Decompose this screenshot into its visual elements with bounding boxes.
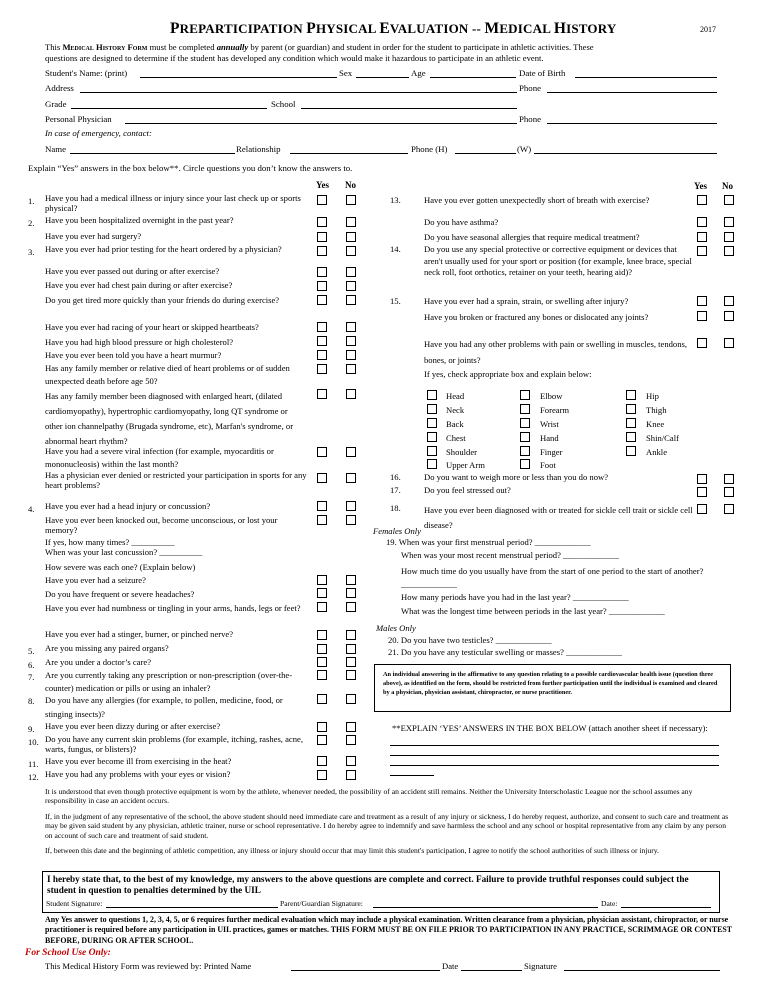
student-signature-field[interactable] (106, 899, 278, 908)
question-text: Have you ever had racing of your heart or skipped heartbeats? (45, 322, 259, 332)
yes-checkbox[interactable] (317, 232, 327, 242)
question-text: Have you had any problems with your eyes or vision? (45, 769, 231, 779)
question-text: Have you ever had a stinger, burner, or pinched nerve? (45, 629, 234, 639)
question-text: Have you ever had prior testing for the heart ordered by a physician? (45, 244, 282, 254)
question-text: Have you ever been dizzy during or after exercise? (45, 721, 221, 731)
no-header-right: No (722, 181, 733, 191)
sex-label: Sex (339, 68, 353, 78)
no-checkbox[interactable] (346, 281, 356, 291)
question-text: Have you broken or fractured any bones or dislocated any joints? (424, 312, 649, 322)
yes-checkbox[interactable] (317, 389, 327, 399)
yes-checkbox[interactable] (317, 447, 327, 457)
no-checkbox[interactable] (346, 722, 356, 732)
question-text: Have you ever had numbness or tingling in your arms, hands, legs or feet? (45, 603, 301, 613)
question-text: Have you ever been diagnosed with or treated for sickle cell trait or sickle cell disease? (424, 505, 693, 530)
body-part-checkbox[interactable] (427, 446, 437, 456)
yes-checkbox[interactable] (697, 246, 707, 256)
physician-phone-label: Phone (519, 114, 541, 124)
no-checkbox[interactable] (346, 350, 356, 360)
question-text: Have you been hospitalized overnight in the past year? (45, 215, 234, 225)
yes-checkbox[interactable] (317, 575, 327, 585)
parent-signature-field[interactable] (373, 899, 598, 908)
signature-date-field[interactable] (621, 899, 711, 908)
phone-w-field[interactable] (534, 144, 717, 154)
question-number: 2. (28, 218, 35, 228)
age-label: Age (411, 68, 426, 78)
no-checkbox[interactable] (346, 670, 356, 680)
no-checkbox[interactable] (346, 756, 356, 766)
question-text: Have you ever had a seizure? (45, 575, 146, 585)
no-checkbox[interactable] (346, 473, 356, 483)
age-field[interactable] (430, 68, 516, 78)
no-checkbox[interactable] (346, 602, 356, 612)
no-checkbox[interactable] (346, 389, 356, 399)
body-part-checkbox[interactable] (427, 459, 437, 469)
question-text: Have you ever passed out during or after exercise? (45, 266, 220, 276)
yes-checkbox[interactable] (317, 722, 327, 732)
question-text: Have you ever been knocked out, become unconscious, or lost your memory? (45, 515, 278, 536)
no-checkbox[interactable] (724, 195, 734, 205)
yes-checkbox[interactable] (317, 602, 327, 612)
student-name-field[interactable] (140, 68, 337, 78)
yes-checkbox[interactable] (317, 694, 327, 704)
explain-lines[interactable] (390, 736, 719, 776)
body-part-label: Upper Arm (446, 460, 485, 470)
yes-checkbox[interactable] (317, 735, 327, 745)
form-year: 2017 (700, 25, 716, 34)
yes-checkbox[interactable] (317, 473, 327, 483)
school-use-heading: For School Use Only: (25, 948, 111, 958)
question-text: Do you use any special protective or corrective equipment or devices that aren't usually used for your sport or position (for example, knee brace, special neck roll, foot orthotics, retainer on your teeth, hearing aid)? (424, 244, 692, 277)
yes-checkbox[interactable] (317, 588, 327, 598)
no-checkbox[interactable] (346, 657, 356, 667)
body-part-label: Wrist (540, 419, 559, 429)
yes-checkbox[interactable] (317, 336, 327, 346)
body-part-label: Finger (540, 447, 563, 457)
cardio-note-box (374, 664, 731, 712)
yes-checkbox[interactable] (317, 350, 327, 360)
no-checkbox[interactable] (346, 588, 356, 598)
body-part-label: Hand (540, 433, 559, 443)
males-heading: Males Only (376, 623, 416, 633)
menstrual-q19b: When was your most recent menstrual period? _____________ (401, 550, 619, 560)
question-text: Have you ever become ill from exercising in the heat? (45, 756, 232, 766)
menstrual-q19e: What was the longest time between periods in the last year? _____________ (401, 606, 665, 616)
body-part-checkbox[interactable] (520, 418, 530, 428)
no-checkbox[interactable] (346, 735, 356, 745)
no-checkbox[interactable] (346, 515, 356, 525)
question-text: Has any family member or relative died of heart problems or of sudden unexpected death before age 50? (45, 363, 290, 386)
question-text: How severe was each one? (Explain below) (45, 562, 196, 572)
address-label: Address (45, 83, 74, 93)
explain-instructions: Explain “Yes” answers in the box below**. Circle questions you don’t know the answers to. (28, 163, 353, 173)
body-part-label: Elbow (540, 391, 563, 401)
question-number: 4. (28, 504, 35, 514)
yes-checkbox[interactable] (317, 267, 327, 277)
question-text: Are you under a doctor’s care? (45, 657, 152, 667)
yes-checkbox[interactable] (317, 630, 327, 640)
no-checkbox[interactable] (346, 644, 356, 654)
physician-field[interactable] (125, 114, 517, 124)
body-part-checkbox[interactable] (626, 390, 636, 400)
no-checkbox[interactable] (724, 487, 734, 497)
question-text: If yes, check appropriate box and explain below: (424, 369, 592, 379)
certification-text: I hereby state that, to the best of my knowledge, my answers to the above questions are complete and correct. Failure to provide truthful responses could subject the student in question to penalties determined by the UIL (47, 874, 689, 895)
liability-paragraph: It is understood that even though protective equipment is worn by the athlete, whenever needed, the possibility of an accident still remains. Neither the University Interscholastic League nor the school assumes any responsibility in case an accident occurs. (45, 787, 693, 806)
menstrual-q19c: How much time do you usually have from the start of one period to the start of another? _____________ (401, 566, 704, 589)
yes-checkbox[interactable] (317, 770, 327, 780)
menstrual-q19d: How many periods have you had in the last year? _____________ (401, 592, 629, 602)
question-text: Do you get tired more quickly than your friends do during exercise? (45, 295, 280, 305)
body-part-label: Forearm (540, 405, 570, 415)
question-text: Are you missing any paired organs? (45, 643, 169, 653)
body-part-label: Ankle (646, 447, 668, 457)
question-text: Have you had any other problems with pain or swelling in muscles, tendons, bones, or joints? (424, 339, 688, 365)
body-part-checkbox[interactable] (427, 404, 437, 414)
question-text: Are you currently taking any prescription or non-prescription (over-the-counter) medication or pills or using an inhaler? (45, 670, 293, 693)
reviewed-signature-label: Signature (524, 961, 557, 971)
no-checkbox[interactable] (724, 311, 734, 321)
yes-checkbox[interactable] (697, 311, 707, 321)
question-text: Have you ever had a head injury or concussion? (45, 501, 211, 511)
question-text: If yes, how many times? __________ (45, 537, 175, 547)
certification-box (42, 871, 720, 913)
physician-label: Personal Physician (45, 114, 112, 124)
question-number: 7. (28, 672, 35, 682)
question-number: 8. (28, 696, 35, 706)
reviewed-date-field[interactable] (461, 961, 522, 971)
no-checkbox[interactable] (724, 217, 734, 227)
no-checkbox[interactable] (724, 338, 734, 348)
no-checkbox[interactable] (346, 232, 356, 242)
body-part-checkbox[interactable] (427, 390, 437, 400)
relationship-field[interactable] (290, 144, 408, 154)
question-number: 9. (28, 724, 35, 734)
reviewed-date-label: Date (442, 961, 459, 971)
no-checkbox[interactable] (346, 295, 356, 305)
question-text: Do you have any current skin problems (for example, itching, rashes, acne, warts, fungus, or blisters)? (45, 734, 303, 755)
page-title: PREPARTICIPATION PHYSICAL EVALUATION -- MEDICAL HISTORY (170, 20, 617, 37)
no-checkbox[interactable] (724, 504, 734, 514)
question-number: 17. (390, 485, 401, 495)
yes-checkbox[interactable] (697, 487, 707, 497)
no-checkbox[interactable] (346, 501, 356, 511)
student-signature-label: Student Signature: (46, 899, 103, 908)
question-text: Do you have asthma? (424, 217, 499, 227)
phone-field[interactable] (547, 83, 717, 93)
question-number: 6. (28, 660, 35, 670)
body-part-checkbox[interactable] (427, 432, 437, 442)
reviewed-signature-field[interactable] (564, 961, 720, 971)
phone-h-label: Phone (H) (411, 144, 448, 154)
yes-checkbox[interactable] (317, 756, 327, 766)
question-text: Has any family member been diagnosed with enlarged heart, (dilated cardiomyopathy), hypertrophic cardiomyopathy, long QT syndrome or other ion channelpathy (Brugada syndrome, etc), Marfan's syndrome, or abnormal heart rhythm? (45, 391, 294, 446)
question-number: 11. (28, 759, 39, 769)
yes-checkbox[interactable] (697, 232, 707, 242)
question-text: Have you ever had chest pain during or after exercise? (45, 280, 233, 290)
address-field[interactable] (80, 83, 517, 93)
no-checkbox[interactable] (346, 195, 356, 205)
explain-box-heading: **EXPLAIN ‘YES’ ANSWERS IN THE BOX BELOW (attach another sheet if necessary): (392, 723, 708, 733)
body-part-checkbox[interactable] (626, 446, 636, 456)
menstrual-q19: 19. When was your first menstrual period? _____________ (386, 537, 591, 547)
yes-checkbox[interactable] (317, 195, 327, 205)
yes-header-left: Yes (316, 180, 329, 190)
yes-checkbox[interactable] (317, 246, 327, 256)
question-number: 16. (390, 472, 401, 482)
question-text: Have you had high blood pressure or high cholesterol? (45, 337, 234, 347)
no-checkbox[interactable] (346, 770, 356, 780)
no-checkbox[interactable] (346, 694, 356, 704)
no-checkbox[interactable] (346, 246, 356, 256)
no-checkbox[interactable] (346, 322, 356, 332)
dob-field[interactable] (575, 68, 717, 78)
parent-signature-label: Parent/Guardian Signature: (280, 899, 363, 908)
yes-checkbox[interactable] (317, 657, 327, 667)
no-checkbox[interactable] (346, 630, 356, 640)
question-text: Have you ever gotten unexpectedly short of breath with exercise? (424, 195, 650, 205)
body-part-checkbox[interactable] (520, 404, 530, 414)
yes-checkbox[interactable] (697, 195, 707, 205)
yes-header-right: Yes (694, 181, 707, 191)
question-text: Do you have frequent or severe headaches? (45, 589, 195, 599)
body-part-label: Foot (540, 460, 556, 470)
body-part-checkbox[interactable] (626, 404, 636, 414)
question-number: 5. (28, 646, 35, 656)
yes-checkbox[interactable] (317, 281, 327, 291)
question-number: 14. (390, 244, 401, 254)
no-header-left: No (345, 180, 356, 190)
no-checkbox[interactable] (724, 246, 734, 256)
footer-requirements: Any Yes answer to questions 1, 2, 3, 4, 5, or 6 requires further medical evaluation which may include a physical examination. Written clearance from a physician, physician assistant, chiropractor, or nurse practitioner is required before any participation in UIL practices, games or matches. THIS FORM MUST BE ON FILE PRIOR TO PARTICIPATION IN ANY PRACTICE, SCRIMMAGE OR CONTEST BEFORE, DURING OR AFTER SCHOOL. (45, 915, 732, 945)
males-q21: 21. Do you have any testicular swelling or masses? _____________ (388, 647, 622, 657)
question-number: 15. (390, 296, 401, 306)
yes-checkbox[interactable] (317, 364, 327, 374)
body-part-label: Chest (446, 433, 466, 443)
question-text: Do you have seasonal allergies that require medical treatment? (424, 232, 640, 242)
question-number: 13. (390, 195, 401, 205)
question-number: 10. (28, 737, 39, 747)
no-checkbox[interactable] (724, 474, 734, 484)
body-part-checkbox[interactable] (520, 459, 530, 469)
no-checkbox[interactable] (346, 217, 356, 227)
yes-checkbox[interactable] (317, 295, 327, 305)
yes-checkbox[interactable] (317, 670, 327, 680)
question-number: 18. (390, 503, 401, 513)
no-checkbox[interactable] (346, 267, 356, 277)
yes-checkbox[interactable] (317, 217, 327, 227)
no-checkbox[interactable] (346, 575, 356, 585)
body-part-checkbox[interactable] (626, 418, 636, 428)
emergency-label: In case of emergency, contact: (45, 128, 152, 138)
question-text: Has a physician ever denied or restricted your participation in sports for any heart problems? (45, 470, 307, 491)
males-q20: 20. Do you have two testicles? _____________ (388, 635, 552, 645)
question-text: Have you ever had surgery? (45, 231, 142, 241)
physician-phone-field[interactable] (547, 114, 717, 124)
question-text: When was your last concussion? __________ (45, 547, 203, 557)
body-part-label: Back (446, 419, 464, 429)
phone-w-label: (W) (517, 144, 532, 154)
contact-name-field[interactable] (70, 144, 235, 154)
notify-paragraph: If, between this date and the beginning of athletic competition, any illness or injury should occur that may limit this student's participation, I agree to notify the school authorities of such illness or injury. (45, 846, 659, 855)
school-label: School (271, 99, 296, 109)
yes-checkbox[interactable] (317, 501, 327, 511)
question-text: Have you had a severe viral infection (for example, myocarditis or mononucleosis) within the last month? (45, 446, 274, 469)
body-part-checkbox[interactable] (427, 418, 437, 428)
question-text: Have you ever been told you have a heart murmur? (45, 350, 222, 360)
body-part-checkbox[interactable] (520, 390, 530, 400)
question-text: Have you had a medical illness or injury since your last check up or sports physical? (45, 193, 301, 214)
cardio-note-text: An individual answering in the affirmative to any question relating to a possible cardiovascular health issue (question three above), as identified on the form, should be restricted from further participation until the individual is examined and cleared by a physician, physician assistant, chiropractor, or nurse practitioner. (383, 671, 718, 696)
yes-checkbox[interactable] (697, 217, 707, 227)
body-part-label: Hip (646, 391, 659, 401)
question-number: 12. (28, 772, 39, 782)
question-text: Do you have any allergies (for example, to pollen, medicine, food, or stinging insects)? (45, 695, 283, 719)
no-checkbox[interactable] (724, 296, 734, 306)
yes-checkbox[interactable] (697, 504, 707, 514)
phone-h-field[interactable] (455, 144, 516, 154)
question-number: 1. (28, 196, 35, 206)
body-part-label: Shin/Calf (646, 433, 679, 443)
body-part-label: Head (446, 391, 465, 401)
yes-checkbox[interactable] (697, 296, 707, 306)
question-text: Do you want to weigh more or less than you do now? (424, 472, 609, 482)
body-part-checkbox[interactable] (626, 432, 636, 442)
sex-field[interactable] (356, 68, 409, 78)
reviewed-by-label: This Medical History Form was reviewed by: Printed Name (45, 961, 252, 971)
relationship-label: Relationship (236, 144, 281, 154)
body-part-label: Shoulder (446, 447, 478, 457)
question-number: 3. (28, 247, 35, 257)
dob-label: Date of Birth (519, 68, 566, 78)
question-text: Have you ever had a sprain, strain, or swelling after injury? (424, 296, 629, 306)
phone-label: Phone (519, 83, 541, 93)
yes-checkbox[interactable] (317, 515, 327, 525)
consent-paragraph: If, in the judgment of any representative of the school, the above student should need immediate care and treatment as a result of any injury or sickness, I do hereby request, authorize, and consent to such care and treatment as may be given said student by any physician, athletic trainer, nurse or school representative. I do hereby agree to indemnify and save harmless the school and any school or hospital representative from any claim by any person on account of such care and treatment of said student. (45, 812, 729, 840)
no-checkbox[interactable] (346, 364, 356, 374)
no-checkbox[interactable] (346, 336, 356, 346)
grade-label: Grade (45, 99, 67, 109)
reviewed-name-field[interactable] (291, 961, 440, 971)
grade-field[interactable] (71, 99, 267, 109)
body-part-label: Thigh (646, 405, 667, 415)
yes-checkbox[interactable] (697, 474, 707, 484)
no-checkbox[interactable] (346, 447, 356, 457)
yes-checkbox[interactable] (317, 322, 327, 332)
body-part-checkbox[interactable] (520, 446, 530, 456)
females-heading: Females Only (373, 526, 421, 536)
question-text: Do you feel stressed out? (424, 485, 511, 495)
yes-checkbox[interactable] (317, 644, 327, 654)
no-checkbox[interactable] (724, 232, 734, 242)
signature-date-label: Date: (601, 899, 618, 908)
body-part-label: Knee (646, 419, 665, 429)
body-part-label: Neck (446, 405, 465, 415)
student-name-label: Student's Name: (print) (45, 68, 128, 78)
contact-name-label: Name (45, 144, 67, 154)
yes-checkbox[interactable] (697, 338, 707, 348)
body-part-checkbox[interactable] (520, 432, 530, 442)
school-field[interactable] (301, 99, 517, 109)
intro-text: This Medical History Form must be completed annually by parent (or guardian) and student in order for the student to participate in athletic activities. These questions are designed to determine if the student has developed any condition which would make it hazardous to participate in an athletic event. (45, 42, 594, 63)
